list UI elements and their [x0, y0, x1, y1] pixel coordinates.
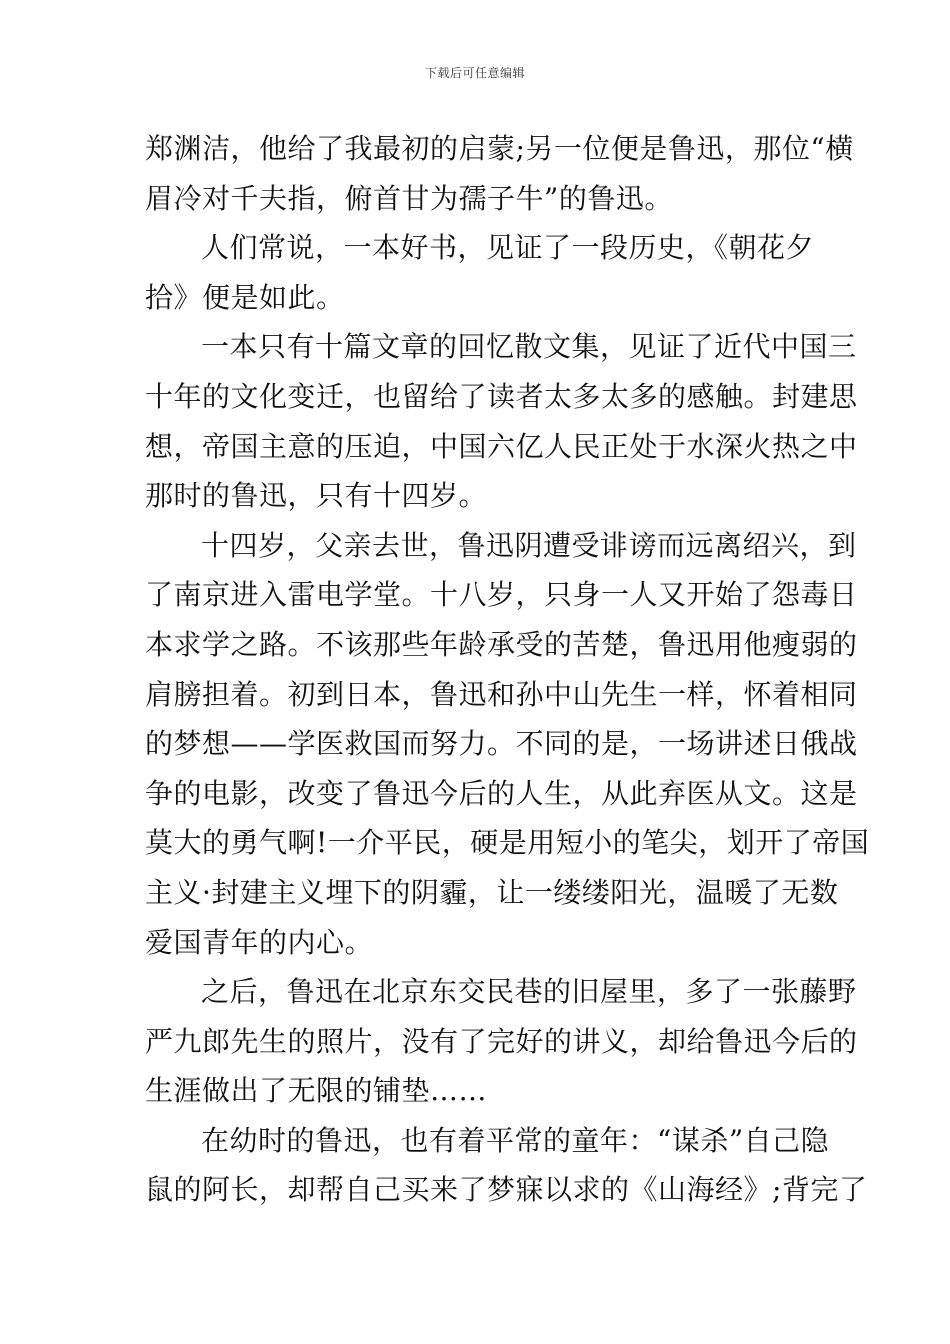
- text-line: 眉冷对千夫指，俯首甘为孺子牛”的鲁迅。: [145, 181, 673, 215]
- text-line: 的梦想——学医救国而努力。不同的是，一场讲述日俄战: [145, 727, 858, 761]
- text-line: 那时的鲁迅，只有十四岁。: [145, 479, 488, 513]
- text-line: 争的电影，改变了鲁迅今后的人生，从此弃医从文。这是: [145, 776, 858, 810]
- text-line: 十年的文化变迁，也留给了读者太多太多的感触。封建思: [145, 379, 858, 413]
- page-header: 下载后可任意编辑: [424, 66, 525, 80]
- text-line: 爱国青年的内心。: [145, 925, 374, 959]
- paragraph: [145, 967, 858, 1116]
- paragraph: [145, 322, 858, 520]
- text-line: 十四岁，父亲去世，鲁迅阴遭受诽谤而远离绍兴，到: [201, 528, 857, 562]
- text-line: 人们常说，一本好书，见证了一段历史，《朝花夕: [201, 231, 815, 265]
- text-line: 本求学之路。不该那些年龄承受的苦楚，鲁迅用他瘦弱的: [145, 627, 858, 661]
- paragraph: [145, 521, 870, 967]
- paragraph: [145, 1116, 868, 1215]
- text-line: 之后，鲁迅在北京东交民巷的旧屋里，多了一张藤野: [201, 975, 857, 1009]
- text-line: 拾》便是如此。: [145, 280, 345, 314]
- paragraph: [145, 223, 815, 322]
- text-line: 主义·封建主义埋下的阴霾，让一缕缕阳光，温暖了无数: [145, 875, 839, 909]
- text-line: 在幼时的鲁迅，也有着平常的童年：“谋杀”自己隐: [201, 1123, 830, 1157]
- text-line: 想，帝国主意的压迫，中国六亿人民正处于水深火热之中: [145, 429, 858, 463]
- text-line: 生涯做出了无限的铺垫……: [145, 1074, 488, 1108]
- text-line: 一本只有十篇文章的回忆散文集，见证了近代中国三: [201, 330, 857, 364]
- text-line: 郑渊洁，他给了我最初的启蒙;另一位便是鲁迅，那位“横: [145, 132, 854, 165]
- text-line: 严九郎先生的照片，没有了完好的讲义，却给鲁迅今后的: [145, 1024, 858, 1058]
- text-line: 肩膀担着。初到日本，鲁迅和孙中山先生一样，怀着相同: [145, 677, 858, 711]
- text-line: 鼠的阿长，却帮自己买来了梦寐以求的《山海经》;背完了: [145, 1173, 868, 1207]
- document-body: [145, 124, 870, 1215]
- text-line: 莫大的勇气啊!一介平民，硬是用短小的笔尖，划开了帝国: [145, 826, 870, 860]
- paragraph: [145, 124, 854, 223]
- text-line: 了南京进入雷电学堂。十八岁，只身一人又开始了怨毒日: [145, 578, 858, 612]
